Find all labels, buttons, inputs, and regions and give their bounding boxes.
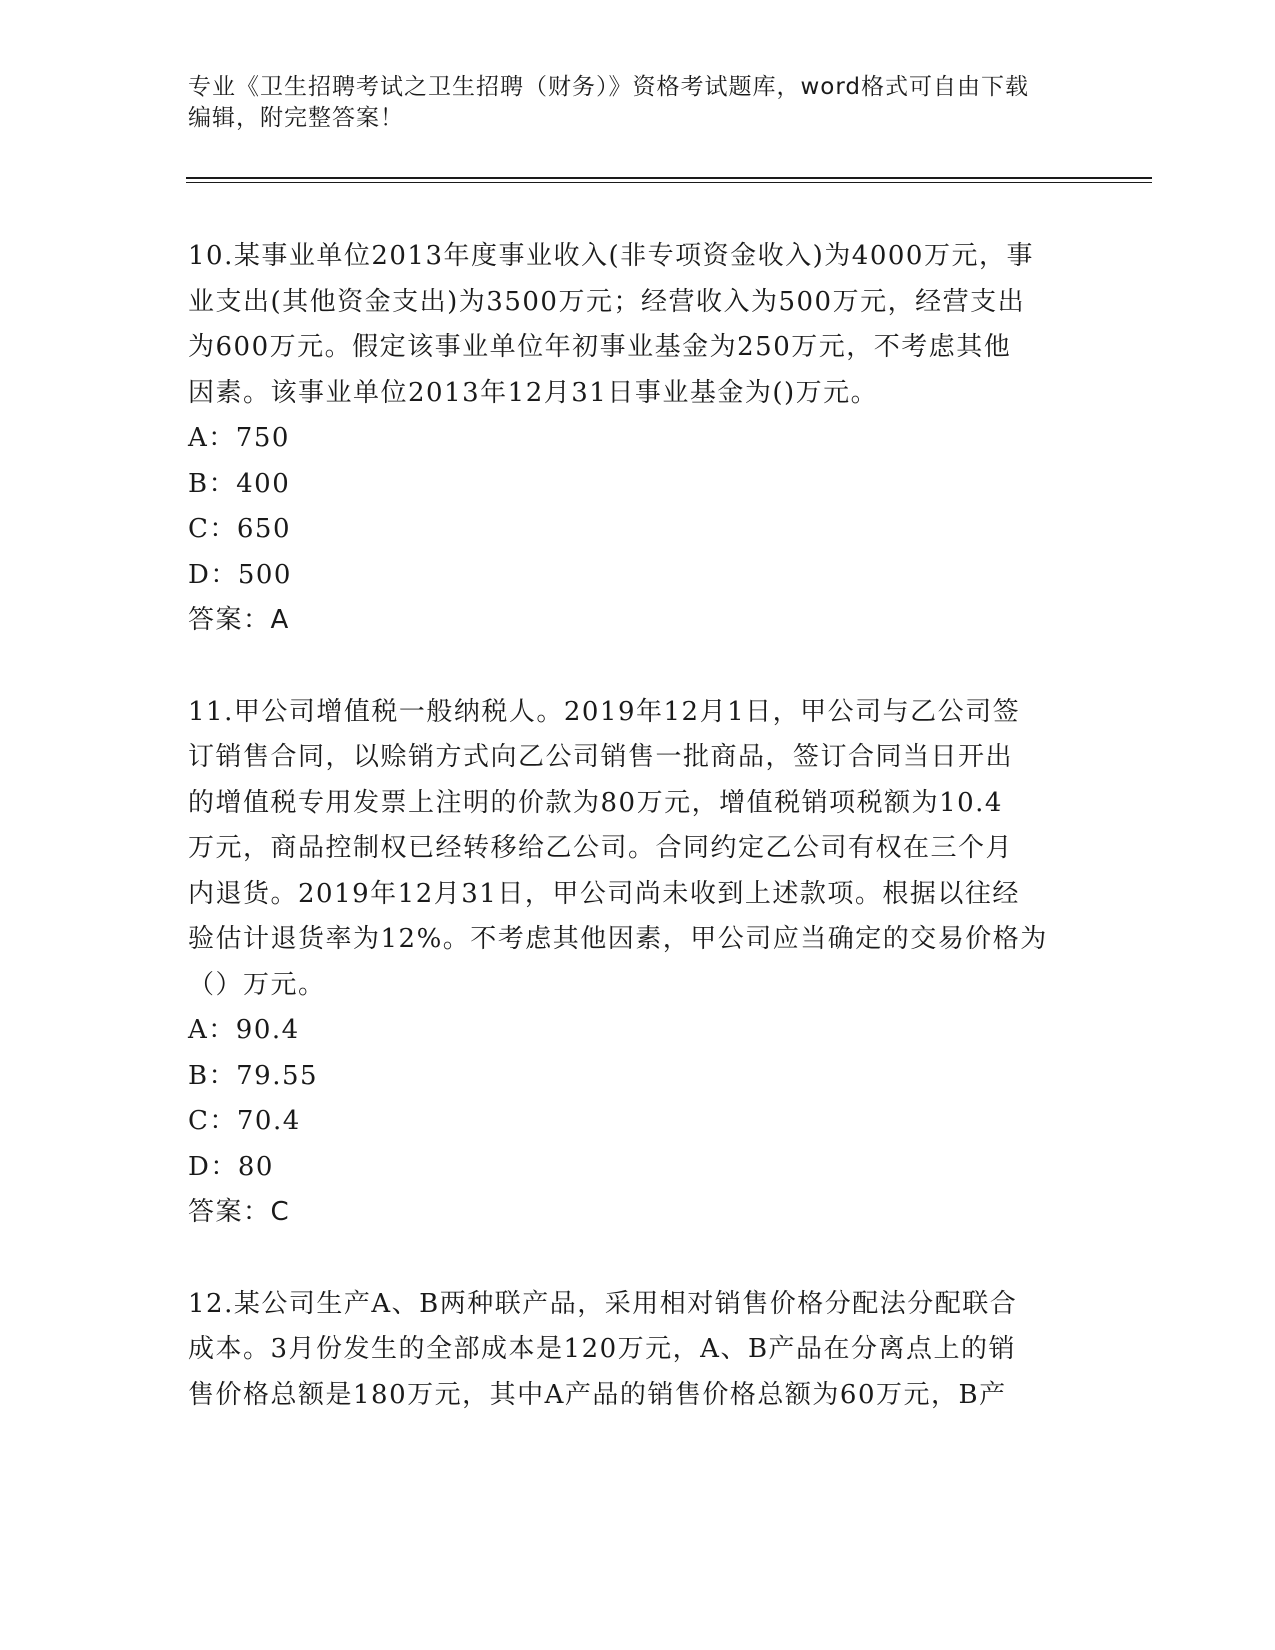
option-b: B：400 [188,468,291,499]
stem-line: （）万元。 [188,969,326,1000]
option-b: B：79.55 [188,1060,319,1091]
stem-line: 业支出(其他资金支出)为3500万元；经营收入为500万元，经营支出 [188,286,1026,317]
question-stem [188,690,1083,1009]
stem-line: 订销售合同，以赊销方式向乙公司销售一批商品，签订合同当日开出 [188,742,1014,772]
question-list [188,234,1083,1418]
question-spacer [188,1236,1083,1282]
header-line-1: 专业《卫生招聘考试之卫生招聘（财务）》资格考试题库，word格式可自由下载 [188,74,1030,100]
question-spacer [188,644,1083,690]
stem-line: 验估计退货率为12%。不考虑其他因素，甲公司应当确定的交易价格为 [188,924,1048,954]
question-12 [188,1282,1083,1419]
option-c: C：70.4 [188,1106,301,1136]
option-c: C：650 [188,514,292,544]
stem-line: 的增值税专用发票上注明的价款为80万元，增值税销项税额为10.4 [188,787,1003,818]
option-d: D：500 [188,559,292,590]
stem-line: 售价格总额是180万元，其中A产品的销售价格总额为60万元，B产 [188,1379,1007,1410]
stem-line: 内退货。2019年12月31日，甲公司尚未收到上述款项。根据以往经 [188,878,1020,909]
header-line-2: 编辑，附完整答案！ [188,105,404,131]
stem-line: 10.某事业单位2013年度事业收入(非专项资金收入)为4000万元，事 [188,241,1034,271]
stem-line: 11.甲公司增值税一般纳税人。2019年12月1日，甲公司与乙公司签 [188,696,1021,727]
question-stem [188,1282,1083,1419]
stem-line: 成本。3月份发生的全部成本是120万元，A、B产品在分离点上的销 [188,1334,1017,1364]
option-d: D：80 [188,1151,274,1182]
option-a: A：750 [188,423,290,453]
stem-line: 万元，商品控制权已经转移给乙公司。合同约定乙公司有权在三个月 [188,833,1014,863]
answer-line: 答案：C [188,1197,291,1227]
stem-line: 因素。该事业单位2013年12月31日事业基金为()万元。 [188,377,879,408]
option-a: A：90.4 [188,1015,300,1045]
question-10 [188,234,1083,644]
answer-line: 答案：A [188,605,290,635]
header-divider-thick [186,177,1152,179]
stem-line: 12.某公司生产A、B两种联产品，采用相对销售价格分配法分配联合 [188,1288,1018,1319]
question-11 [188,690,1083,1236]
question-stem [188,234,1083,416]
page-header [188,72,1088,134]
header-divider-thin [186,182,1152,183]
stem-line: 为600万元。假定该事业单位年初事业基金为250万元，不考虑其他 [188,332,1012,362]
